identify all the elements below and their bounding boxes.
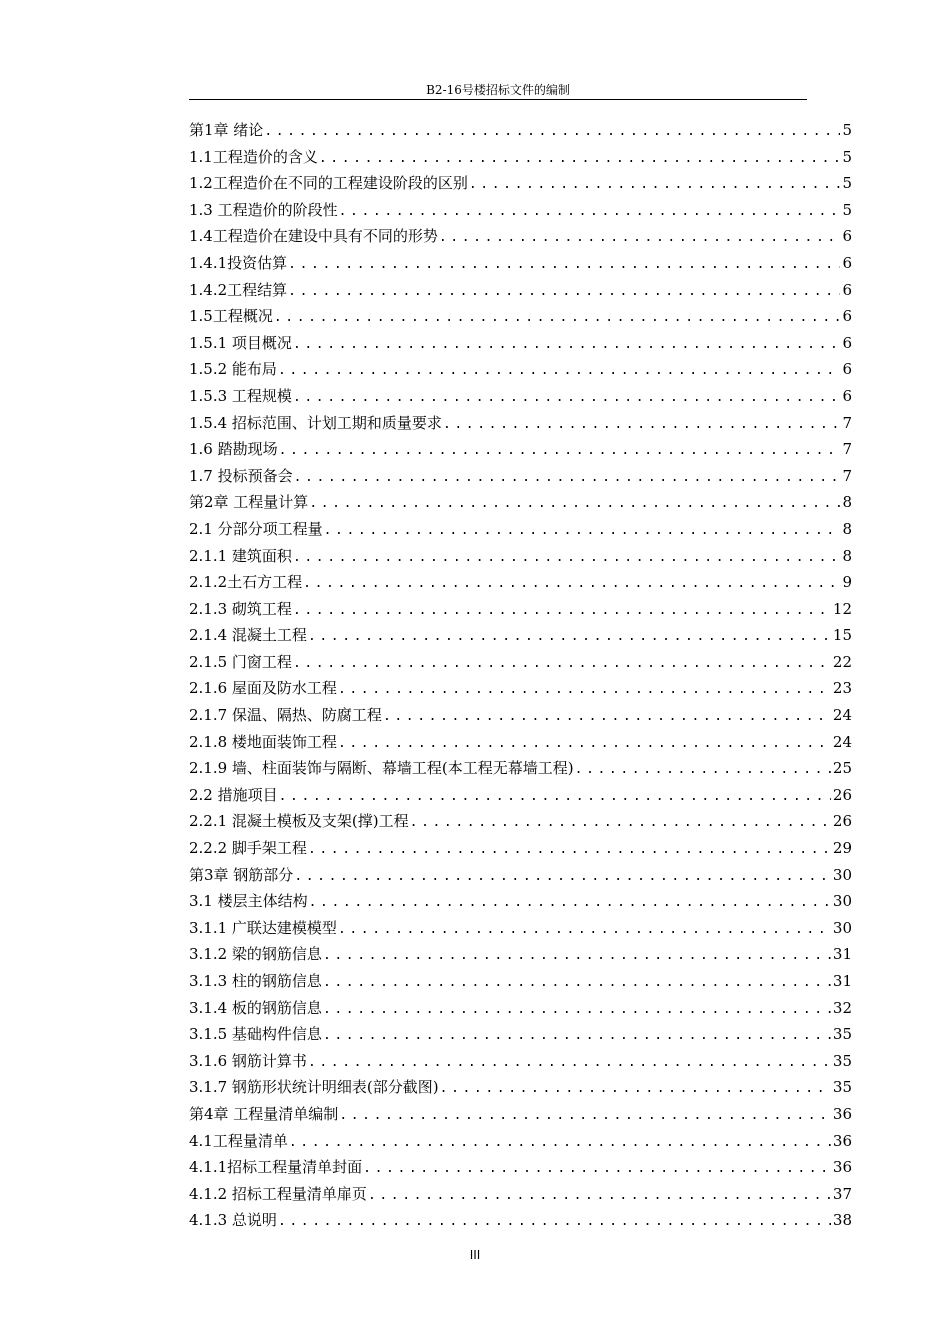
toc-entry-title: 4.1.2 招标工程量清单扉页 [189, 1184, 367, 1203]
page-number: III [469, 1248, 481, 1262]
toc-leader-dots [294, 864, 831, 889]
toc-entry[interactable] [189, 675, 852, 702]
toc-entry[interactable] [189, 489, 852, 516]
toc-entry-title: 3.1.4 板的钢筋信息 [189, 998, 322, 1017]
toc-entry-title: 第1章 绪论 [189, 121, 264, 139]
toc-entry-title: 2.2 措施项目 [189, 785, 278, 804]
toc-entry-title: 1.5.1 项目概况 [189, 333, 292, 352]
toc-leader-dots [288, 279, 840, 304]
toc-entry-page: 36 [832, 1104, 852, 1123]
toc-entry-page: 12 [832, 599, 852, 618]
toc-leader-dots [293, 545, 841, 570]
toc-entry-title: 3.1.5 基础构件信息 [189, 1025, 322, 1044]
toc-entry[interactable] [189, 755, 852, 782]
toc-leader-dots [293, 598, 831, 623]
toc-entry[interactable] [189, 888, 852, 915]
toc-entry-page: 38 [832, 1211, 852, 1230]
toc-entry[interactable] [189, 1154, 852, 1181]
toc-leader-dots [289, 1130, 831, 1155]
toc-entry-page: 35 [832, 1078, 852, 1097]
toc-entry-page: 7 [842, 413, 852, 432]
toc-entry-page: 24 [832, 732, 852, 751]
toc-entry-page: 8 [842, 519, 852, 538]
toc-entry-title: 第3章 钢筋部分 [189, 865, 294, 884]
toc-entry-title: 2.1.1 建筑面积 [189, 546, 292, 565]
toc-entry[interactable] [189, 117, 852, 144]
toc-entry[interactable] [189, 1101, 852, 1128]
toc-leader-dots [303, 571, 840, 596]
toc-leader-dots [440, 1076, 831, 1101]
toc-entry-page: 9 [842, 573, 852, 592]
toc-entry-title: 3.1.3 柱的钢筋信息 [189, 972, 322, 990]
toc-entry-page: 23 [832, 679, 852, 698]
toc-entry-page: 6 [842, 280, 852, 299]
toc-leader-dots [278, 1209, 831, 1234]
toc-leader-dots [293, 651, 831, 676]
toc-leader-dots [439, 225, 841, 250]
toc-entry[interactable] [189, 1207, 852, 1234]
toc-entry-page: 25 [832, 759, 852, 778]
toc-entry-page: 26 [832, 812, 852, 831]
toc-entry-title: 1.3 工程造价的阶段性 [189, 200, 338, 219]
toc-leader-dots [338, 731, 831, 756]
toc-entry-page: 24 [832, 706, 852, 725]
toc-entry-title: 2.1.7 保温、隔热、防腐工程 [189, 706, 382, 725]
toc-entry-title: 1.7 投标预备会 [189, 466, 293, 485]
toc-entry[interactable] [189, 223, 852, 250]
toc-entry[interactable] [189, 303, 852, 330]
toc-entry-title: 1.4.1投资估算 [189, 253, 288, 272]
toc-leader-dots [323, 1023, 831, 1048]
toc-leader-dots [278, 358, 841, 383]
toc-entry-page: 22 [832, 652, 852, 671]
toc-leader-dots [324, 518, 841, 543]
toc-entry-page: 6 [842, 333, 852, 352]
toc-entry-page: 5 [842, 200, 852, 219]
toc-entry-title: 1.2工程造价在不同的工程建设阶段的区别 [189, 174, 468, 193]
toc-entry[interactable] [189, 436, 852, 463]
toc-entry-title: 3.1.7 钢筋形状统计明细表(部分截图) [189, 1078, 439, 1097]
toc-entry[interactable] [189, 596, 852, 623]
toc-entry-page: 29 [832, 839, 852, 858]
toc-entry[interactable] [189, 649, 852, 676]
toc-leader-dots [309, 890, 831, 915]
toc-entry-page: 8 [842, 546, 852, 565]
toc-entry-page: 30 [832, 892, 852, 911]
toc-entry[interactable] [189, 1128, 852, 1155]
toc-entry-page: 36 [832, 1158, 852, 1177]
toc-entry-page: 35 [832, 1051, 852, 1070]
toc-entry[interactable] [189, 622, 852, 649]
toc-entry-page: 26 [832, 785, 852, 804]
page-footer [0, 1248, 950, 1262]
toc-entry-title: 第4章 工程量清单编制 [189, 1104, 339, 1123]
toc-leader-dots [319, 146, 841, 171]
toc-entry[interactable] [189, 383, 852, 410]
toc-entry-page: 36 [832, 1131, 852, 1150]
toc-entry[interactable] [189, 835, 852, 862]
toc-leader-dots [308, 1050, 831, 1075]
toc-entry-title: 1.5工程概况 [189, 307, 273, 326]
toc-entry-page: 15 [832, 626, 852, 645]
toc-entry-title: 2.1.9 墙、柱面装饰与隔断、幕墙工程(本工程无幕墙工程) [189, 759, 574, 778]
toc-entry[interactable] [189, 1074, 852, 1101]
toc-entry-title: 3.1.1 广联达建模模型 [189, 918, 337, 937]
toc-entry-title: 1.4工程造价在建设中具有不同的形势 [189, 227, 438, 246]
toc-entry[interactable] [189, 170, 852, 197]
toc-leader-dots [338, 917, 831, 942]
header-title: B2-16号楼招标文件的编制 [426, 83, 570, 97]
toc-entry-page: 6 [842, 360, 852, 379]
toc-entry-page: 5 [842, 174, 852, 193]
toc-entry[interactable] [189, 516, 852, 543]
toc-leader-dots [293, 385, 841, 410]
toc-entry-title: 2.1.4 混凝土工程 [189, 626, 307, 645]
toc-entry-title: 1.5.2 能布局 [189, 360, 277, 379]
toc-entry-page: 30 [832, 918, 852, 937]
toc-leader-dots [443, 412, 841, 437]
toc-entry[interactable] [189, 968, 852, 995]
toc-leader-dots [575, 757, 831, 782]
toc-entry[interactable] [189, 702, 852, 729]
toc-entry-title: 2.1.2土石方工程 [189, 573, 303, 592]
toc-leader-dots [339, 199, 841, 224]
toc-leader-dots [279, 438, 841, 463]
toc-entry-page: 7 [842, 466, 852, 485]
toc-entry-page: 5 [842, 121, 852, 139]
toc-entry-page: 31 [832, 972, 852, 990]
toc-leader-dots [339, 1103, 831, 1128]
toc-leader-dots [383, 704, 831, 729]
toc-entry-title: 4.1工程量清单 [189, 1131, 288, 1150]
toc-entry-page: 35 [832, 1025, 852, 1044]
toc-entry-page: 6 [842, 307, 852, 326]
toc-leader-dots [323, 997, 831, 1022]
toc-entry[interactable] [189, 330, 852, 357]
toc-entry[interactable] [189, 862, 852, 889]
toc-entry-page: 6 [842, 253, 852, 272]
toc-entry[interactable] [189, 729, 852, 756]
toc-entry-title: 2.1.6 屋面及防水工程 [189, 679, 337, 698]
toc-entry-title: 2.1.3 砌筑工程 [189, 599, 292, 618]
toc-entry[interactable] [189, 1181, 852, 1208]
toc-entry-page: 37 [832, 1184, 852, 1203]
toc-entry[interactable] [189, 410, 852, 437]
toc-entry-page: 8 [842, 493, 852, 512]
toc-entry[interactable] [189, 941, 852, 968]
toc-entry[interactable] [189, 144, 852, 171]
toc-leader-dots [323, 970, 831, 995]
toc-entry[interactable] [189, 277, 852, 304]
toc-entry-page: 31 [832, 945, 852, 964]
toc-entry-page: 7 [842, 440, 852, 459]
toc-leader-dots [279, 784, 831, 809]
toc-entry-title: 1.4.2工程结算 [189, 280, 288, 299]
toc-leader-dots [308, 624, 831, 649]
toc-entry-title: 3.1 楼层主体结构 [189, 892, 308, 911]
toc-leader-dots [294, 465, 841, 490]
toc-entry-title: 4.1.1招标工程量清单封面 [189, 1158, 363, 1177]
toc-entry-title: 3.1.2 梁的钢筋信息 [189, 945, 322, 964]
toc-entry[interactable] [189, 463, 852, 490]
toc-leader-dots [338, 677, 831, 702]
toc-leader-dots [368, 1183, 831, 1208]
toc-entry-title: 1.1工程造价的含义 [189, 147, 318, 166]
toc-entry-title: 4.1.3 总说明 [189, 1211, 277, 1230]
toc-entry[interactable] [189, 197, 852, 224]
toc-entry[interactable] [189, 250, 852, 277]
toc-leader-dots [469, 172, 841, 197]
toc-entry-title: 2.1 分部分项工程量 [189, 519, 323, 538]
toc-entry-title: 2.2.1 混凝土模板及支架(撑)工程 [189, 812, 409, 831]
toc-entry-title: 2.1.5 门窗工程 [189, 652, 292, 671]
toc-leader-dots [264, 119, 840, 144]
toc-entry-page: 30 [832, 865, 852, 884]
toc-leader-dots [293, 332, 841, 357]
toc-entry[interactable] [189, 1048, 852, 1075]
toc-entry[interactable] [189, 808, 852, 835]
toc-entry-page: 6 [842, 386, 852, 405]
toc-entry-page: 6 [842, 227, 852, 246]
page-header [189, 83, 807, 100]
toc-leader-dots [274, 305, 841, 330]
table-of-contents [189, 117, 852, 1234]
toc-leader-dots [308, 837, 831, 862]
toc-leader-dots [410, 810, 831, 835]
toc-entry[interactable] [189, 1021, 852, 1048]
toc-entry-title: 2.1.8 楼地面装饰工程 [189, 732, 337, 751]
toc-entry-page: 32 [832, 998, 852, 1017]
toc-entry[interactable] [189, 782, 852, 809]
toc-entry[interactable] [189, 569, 852, 596]
toc-entry[interactable] [189, 995, 852, 1022]
toc-leader-dots [363, 1156, 831, 1181]
toc-leader-dots [288, 252, 840, 277]
toc-entry-page: 5 [842, 147, 852, 166]
toc-entry-title: 1.5.4 招标范围、计划工期和质量要求 [189, 413, 442, 432]
toc-entry[interactable] [189, 915, 852, 942]
toc-entry-title: 第2章 工程量计算 [189, 493, 309, 512]
toc-entry-title: 2.2.2 脚手架工程 [189, 839, 307, 858]
toc-leader-dots [309, 491, 840, 516]
toc-entry[interactable] [189, 543, 852, 570]
toc-entry-title: 1.5.3 工程规模 [189, 386, 292, 405]
toc-entry-title: 3.1.6 钢筋计算书 [189, 1051, 307, 1070]
toc-entry[interactable] [189, 356, 852, 383]
toc-entry-title: 1.6 踏勘现场 [189, 440, 278, 459]
toc-leader-dots [323, 943, 831, 968]
